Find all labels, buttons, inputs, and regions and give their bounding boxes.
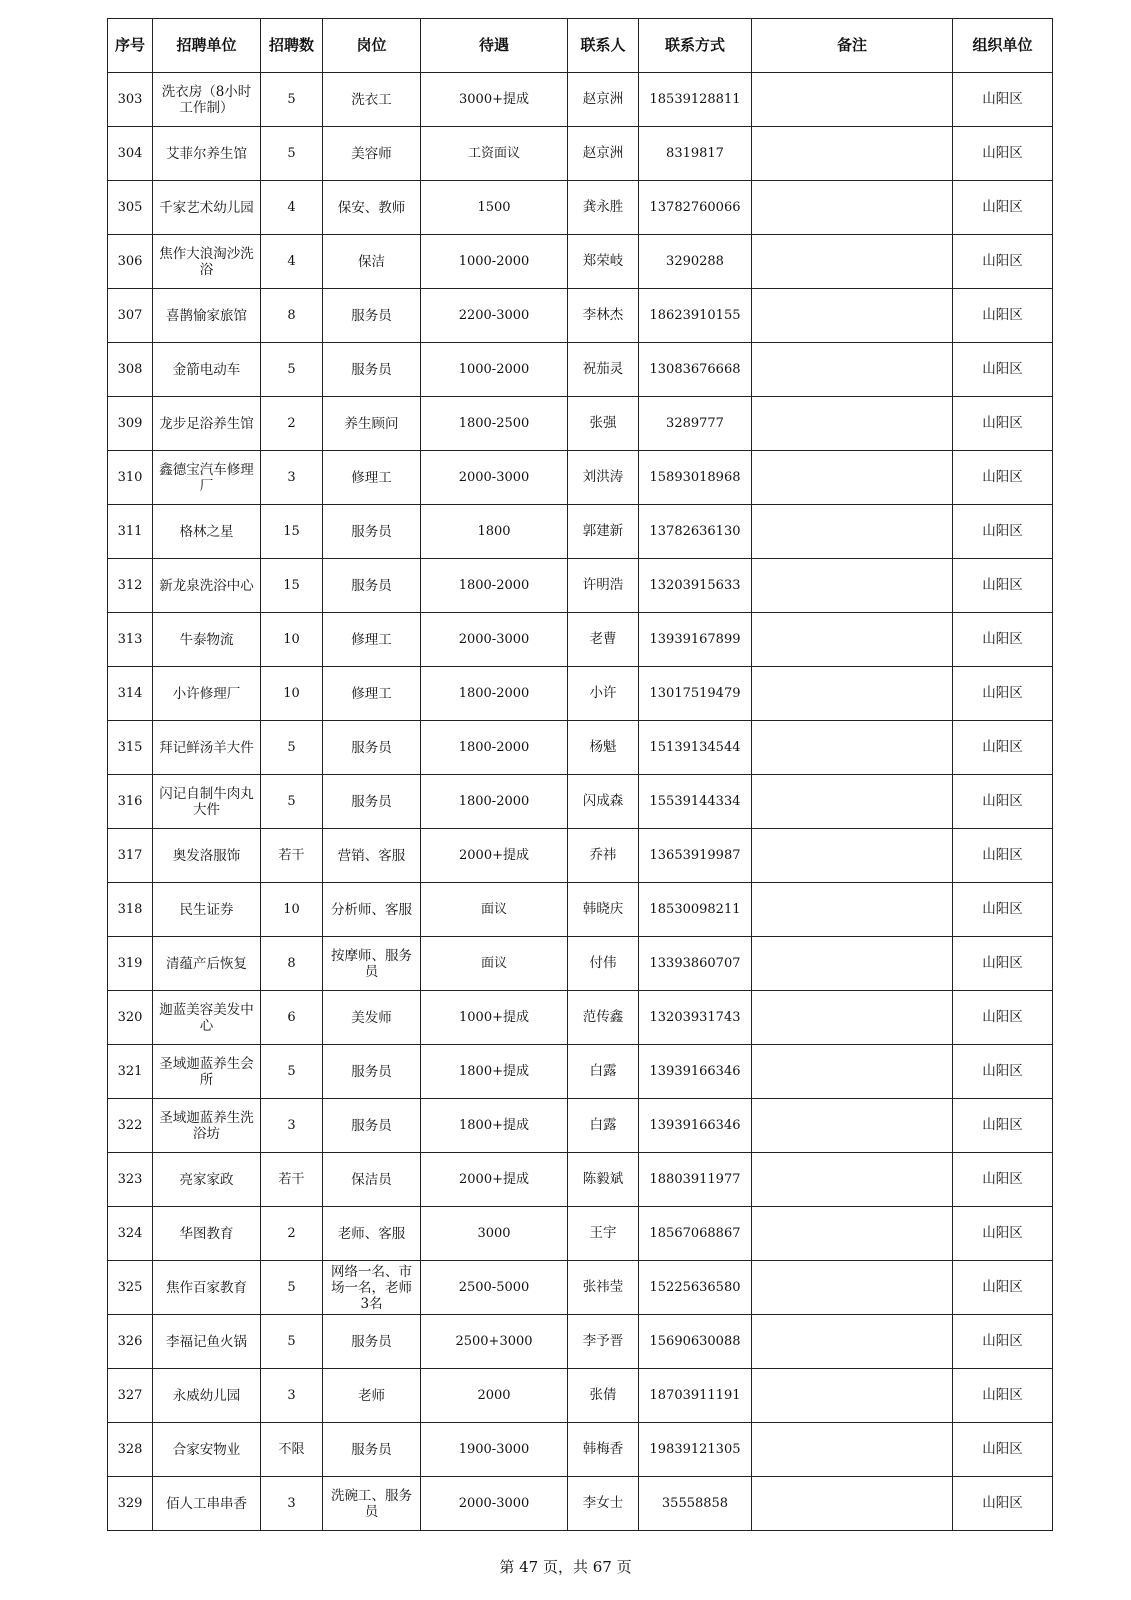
- cell-count: 不限: [261, 1423, 323, 1477]
- cell-employer: 喜鹊愉家旅馆: [153, 289, 261, 343]
- cell-position: 服务员: [323, 721, 421, 775]
- header-contact-phone: 联系方式: [639, 19, 752, 73]
- table-row: [108, 1153, 1053, 1207]
- cell-index: 327: [108, 1369, 153, 1423]
- cell-index: 313: [108, 613, 153, 667]
- cell-contact-phone: 13782760066: [639, 181, 752, 235]
- header-contact-person: 联系人: [568, 19, 639, 73]
- cell-organizer: 山阳区: [953, 127, 1053, 181]
- cell-contact-phone: 13203915633: [639, 559, 752, 613]
- cell-index: 312: [108, 559, 153, 613]
- cell-index: 319: [108, 937, 153, 991]
- table-row: [108, 1369, 1053, 1423]
- cell-position: 营销、客服: [323, 829, 421, 883]
- header-row: [108, 19, 1053, 73]
- cell-notes: [752, 1369, 953, 1423]
- page-footer: [0, 1556, 1131, 1577]
- cell-position: 养生顾问: [323, 397, 421, 451]
- table-row: [108, 937, 1053, 991]
- cell-salary: 1800-2500: [421, 397, 568, 451]
- cell-salary: 1800-2000: [421, 775, 568, 829]
- cell-notes: [752, 235, 953, 289]
- cell-contact-person: 陈毅斌: [568, 1153, 639, 1207]
- cell-organizer: 山阳区: [953, 613, 1053, 667]
- cell-salary: 2500-5000: [421, 1261, 568, 1315]
- cell-notes: [752, 289, 953, 343]
- cell-notes: [752, 505, 953, 559]
- header-organizer: 组织单位: [953, 19, 1053, 73]
- cell-notes: [752, 667, 953, 721]
- cell-organizer: 山阳区: [953, 1315, 1053, 1369]
- cell-count: 15: [261, 559, 323, 613]
- cell-employer: 亮家家政: [153, 1153, 261, 1207]
- cell-notes: [752, 1315, 953, 1369]
- cell-contact-phone: 18803911977: [639, 1153, 752, 1207]
- cell-position: 服务员: [323, 775, 421, 829]
- cell-organizer: 山阳区: [953, 235, 1053, 289]
- cell-notes: [752, 721, 953, 775]
- cell-position: 修理工: [323, 667, 421, 721]
- cell-contact-person: 韩晓庆: [568, 883, 639, 937]
- cell-salary: 1000-2000: [421, 343, 568, 397]
- cell-index: 322: [108, 1099, 153, 1153]
- cell-organizer: 山阳区: [953, 451, 1053, 505]
- cell-salary: 1000-2000: [421, 235, 568, 289]
- cell-salary: 1800-2000: [421, 667, 568, 721]
- cell-contact-phone: 13939166346: [639, 1045, 752, 1099]
- cell-position: 修理工: [323, 451, 421, 505]
- cell-employer: 圣域迦蓝养生洗浴坊: [153, 1099, 261, 1153]
- cell-salary: 1000+提成: [421, 991, 568, 1045]
- table-row: [108, 73, 1053, 127]
- cell-contact-person: 李予晋: [568, 1315, 639, 1369]
- table-row: [108, 667, 1053, 721]
- cell-position: 美容师: [323, 127, 421, 181]
- table-row: [108, 451, 1053, 505]
- cell-notes: [752, 829, 953, 883]
- cell-organizer: 山阳区: [953, 991, 1053, 1045]
- table-row: [108, 1315, 1053, 1369]
- cell-count: 8: [261, 289, 323, 343]
- cell-position: 服务员: [323, 1315, 421, 1369]
- cell-notes: [752, 343, 953, 397]
- cell-index: 309: [108, 397, 153, 451]
- table-row: [108, 775, 1053, 829]
- cell-organizer: 山阳区: [953, 397, 1053, 451]
- cell-salary: 2000-3000: [421, 451, 568, 505]
- cell-notes: [752, 559, 953, 613]
- cell-contact-person: 刘洪涛: [568, 451, 639, 505]
- cell-notes: [752, 1153, 953, 1207]
- table-row: [108, 991, 1053, 1045]
- cell-count: 4: [261, 235, 323, 289]
- cell-employer: 焦作大浪淘沙洗浴: [153, 235, 261, 289]
- cell-employer: 龙步足浴养生馆: [153, 397, 261, 451]
- cell-salary: 2000+提成: [421, 829, 568, 883]
- cell-employer: 合家安物业: [153, 1423, 261, 1477]
- cell-contact-phone: 15139134544: [639, 721, 752, 775]
- cell-count: 8: [261, 937, 323, 991]
- cell-contact-person: 付伟: [568, 937, 639, 991]
- cell-contact-phone: 13939166346: [639, 1099, 752, 1153]
- cell-index: 303: [108, 73, 153, 127]
- cell-position: 服务员: [323, 1423, 421, 1477]
- cell-employer: 焦作百家教育: [153, 1261, 261, 1315]
- cell-position: 保洁员: [323, 1153, 421, 1207]
- cell-index: 306: [108, 235, 153, 289]
- cell-notes: [752, 883, 953, 937]
- table-row: [108, 1099, 1053, 1153]
- cell-notes: [752, 73, 953, 127]
- cell-position: 修理工: [323, 613, 421, 667]
- cell-count: 10: [261, 883, 323, 937]
- table-row: [108, 181, 1053, 235]
- cell-index: 307: [108, 289, 153, 343]
- cell-employer: 奥发洛服饰: [153, 829, 261, 883]
- cell-count: 3: [261, 451, 323, 505]
- cell-notes: [752, 991, 953, 1045]
- cell-employer: 千家艺术幼儿园: [153, 181, 261, 235]
- cell-contact-phone: 18623910155: [639, 289, 752, 343]
- cell-count: 10: [261, 667, 323, 721]
- cell-organizer: 山阳区: [953, 883, 1053, 937]
- cell-contact-phone: 15225636580: [639, 1261, 752, 1315]
- cell-employer: 清蕴产后恢复: [153, 937, 261, 991]
- table-row: [108, 343, 1053, 397]
- cell-position: 服务员: [323, 343, 421, 397]
- cell-count: 2: [261, 1207, 323, 1261]
- cell-contact-person: 龚永胜: [568, 181, 639, 235]
- cell-organizer: 山阳区: [953, 181, 1053, 235]
- cell-salary: 2000-3000: [421, 613, 568, 667]
- cell-contact-person: 李林杰: [568, 289, 639, 343]
- cell-count: 5: [261, 127, 323, 181]
- cell-contact-person: 郑荣岐: [568, 235, 639, 289]
- cell-salary: 1800+提成: [421, 1045, 568, 1099]
- cell-contact-phone: 18703911191: [639, 1369, 752, 1423]
- cell-count: 若干: [261, 1153, 323, 1207]
- cell-organizer: 山阳区: [953, 289, 1053, 343]
- cell-notes: [752, 1045, 953, 1099]
- cell-organizer: 山阳区: [953, 1207, 1053, 1261]
- cell-index: 311: [108, 505, 153, 559]
- cell-contact-phone: 13203931743: [639, 991, 752, 1045]
- cell-position: 保洁: [323, 235, 421, 289]
- table-row: [108, 559, 1053, 613]
- cell-contact-person: 王宇: [568, 1207, 639, 1261]
- cell-contact-phone: 18567068867: [639, 1207, 752, 1261]
- cell-count: 4: [261, 181, 323, 235]
- cell-organizer: 山阳区: [953, 829, 1053, 883]
- table-row: [108, 613, 1053, 667]
- recruitment-table: [107, 18, 1053, 1531]
- cell-organizer: 山阳区: [953, 73, 1053, 127]
- cell-organizer: 山阳区: [953, 1045, 1053, 1099]
- cell-index: 305: [108, 181, 153, 235]
- cell-notes: [752, 1099, 953, 1153]
- cell-employer: 圣域迦蓝养生会所: [153, 1045, 261, 1099]
- cell-count: 2: [261, 397, 323, 451]
- header-notes: 备注: [752, 19, 953, 73]
- cell-contact-phone: 3290288: [639, 235, 752, 289]
- cell-salary: 工资面议: [421, 127, 568, 181]
- cell-index: 314: [108, 667, 153, 721]
- cell-notes: [752, 1261, 953, 1315]
- table-row: [108, 289, 1053, 343]
- cell-contact-phone: 35558858: [639, 1477, 752, 1531]
- cell-index: 329: [108, 1477, 153, 1531]
- cell-contact-phone: 13653919987: [639, 829, 752, 883]
- cell-organizer: 山阳区: [953, 667, 1053, 721]
- cell-contact-person: 祝茄灵: [568, 343, 639, 397]
- table-row: [108, 1045, 1053, 1099]
- cell-count: 10: [261, 613, 323, 667]
- cell-organizer: 山阳区: [953, 1099, 1053, 1153]
- cell-employer: 闪记自制牛肉丸大件: [153, 775, 261, 829]
- cell-position: 服务员: [323, 1099, 421, 1153]
- cell-employer: 艾菲尔养生馆: [153, 127, 261, 181]
- cell-contact-phone: 15539144334: [639, 775, 752, 829]
- cell-count: 5: [261, 343, 323, 397]
- cell-position: 服务员: [323, 559, 421, 613]
- cell-employer: 永威幼儿园: [153, 1369, 261, 1423]
- cell-index: 315: [108, 721, 153, 775]
- cell-position: 服务员: [323, 289, 421, 343]
- cell-contact-phone: 18530098211: [639, 883, 752, 937]
- cell-contact-person: 范传鑫: [568, 991, 639, 1045]
- cell-count: 3: [261, 1369, 323, 1423]
- cell-contact-person: 白露: [568, 1099, 639, 1153]
- cell-salary: 1900-3000: [421, 1423, 568, 1477]
- cell-index: 321: [108, 1045, 153, 1099]
- cell-organizer: 山阳区: [953, 1423, 1053, 1477]
- cell-organizer: 山阳区: [953, 937, 1053, 991]
- cell-contact-phone: 3289777: [639, 397, 752, 451]
- table-row: [108, 829, 1053, 883]
- cell-notes: [752, 1477, 953, 1531]
- table-row: [108, 1261, 1053, 1315]
- cell-notes: [752, 397, 953, 451]
- header-index: 序号: [108, 19, 153, 73]
- cell-count: 若干: [261, 829, 323, 883]
- cell-position: 洗碗工、服务员: [323, 1477, 421, 1531]
- header-employer: 招聘单位: [153, 19, 261, 73]
- cell-organizer: 山阳区: [953, 721, 1053, 775]
- cell-contact-person: 许明浩: [568, 559, 639, 613]
- cell-contact-person: 韩梅香: [568, 1423, 639, 1477]
- cell-contact-person: 赵京洲: [568, 73, 639, 127]
- cell-position: 洗衣工: [323, 73, 421, 127]
- cell-employer: 民生证券: [153, 883, 261, 937]
- cell-count: 5: [261, 1315, 323, 1369]
- cell-notes: [752, 181, 953, 235]
- cell-employer: 佰人工串串香: [153, 1477, 261, 1531]
- table-row: [108, 1423, 1053, 1477]
- cell-count: 5: [261, 775, 323, 829]
- cell-contact-person: 赵京洲: [568, 127, 639, 181]
- cell-salary: 2000-3000: [421, 1477, 568, 1531]
- cell-contact-phone: 13017519479: [639, 667, 752, 721]
- cell-contact-person: 张强: [568, 397, 639, 451]
- cell-notes: [752, 451, 953, 505]
- cell-notes: [752, 127, 953, 181]
- cell-salary: 1500: [421, 181, 568, 235]
- table-row: [108, 1477, 1053, 1531]
- cell-salary: 面议: [421, 883, 568, 937]
- cell-position: 按摩师、服务员: [323, 937, 421, 991]
- cell-index: 325: [108, 1261, 153, 1315]
- table-row: [108, 1207, 1053, 1261]
- cell-contact-person: 张祎莹: [568, 1261, 639, 1315]
- cell-index: 323: [108, 1153, 153, 1207]
- cell-index: 317: [108, 829, 153, 883]
- cell-organizer: 山阳区: [953, 1261, 1053, 1315]
- cell-employer: 小许修理厂: [153, 667, 261, 721]
- cell-employer: 华图教育: [153, 1207, 261, 1261]
- cell-position: 老师: [323, 1369, 421, 1423]
- cell-notes: [752, 613, 953, 667]
- cell-count: 3: [261, 1477, 323, 1531]
- cell-count: 5: [261, 721, 323, 775]
- cell-index: 324: [108, 1207, 153, 1261]
- cell-salary: 3000+提成: [421, 73, 568, 127]
- table-row: [108, 397, 1053, 451]
- cell-contact-phone: 15893018968: [639, 451, 752, 505]
- cell-salary: 1800+提成: [421, 1099, 568, 1153]
- cell-salary: 2000: [421, 1369, 568, 1423]
- cell-contact-person: 郭建新: [568, 505, 639, 559]
- table-row: [108, 505, 1053, 559]
- cell-employer: 拜记鲜汤羊大件: [153, 721, 261, 775]
- cell-notes: [752, 937, 953, 991]
- cell-index: 318: [108, 883, 153, 937]
- cell-contact-person: 乔祎: [568, 829, 639, 883]
- cell-contact-person: 李女士: [568, 1477, 639, 1531]
- cell-organizer: 山阳区: [953, 343, 1053, 397]
- cell-salary: 1800-2000: [421, 721, 568, 775]
- table-row: [108, 235, 1053, 289]
- cell-index: 326: [108, 1315, 153, 1369]
- table-body: [108, 73, 1053, 1531]
- cell-contact-phone: 19839121305: [639, 1423, 752, 1477]
- cell-employer: 鑫德宝汽车修理厂: [153, 451, 261, 505]
- cell-position: 网络一名、市场一名，老师3名: [323, 1261, 421, 1315]
- table-row: [108, 883, 1053, 937]
- cell-contact-person: 闪成森: [568, 775, 639, 829]
- cell-salary: 1800: [421, 505, 568, 559]
- cell-notes: [752, 1423, 953, 1477]
- cell-employer: 金箭电动车: [153, 343, 261, 397]
- cell-count: 3: [261, 1099, 323, 1153]
- cell-position: 保安、教师: [323, 181, 421, 235]
- cell-salary: 3000: [421, 1207, 568, 1261]
- cell-position: 老师、客服: [323, 1207, 421, 1261]
- cell-contact-phone: 15690630088: [639, 1315, 752, 1369]
- cell-salary: 面议: [421, 937, 568, 991]
- cell-employer: 李福记鱼火锅: [153, 1315, 261, 1369]
- cell-index: 308: [108, 343, 153, 397]
- cell-count: 6: [261, 991, 323, 1045]
- cell-organizer: 山阳区: [953, 775, 1053, 829]
- cell-index: 320: [108, 991, 153, 1045]
- cell-notes: [752, 1207, 953, 1261]
- cell-contact-person: 杨魁: [568, 721, 639, 775]
- cell-organizer: 山阳区: [953, 1153, 1053, 1207]
- cell-position: 服务员: [323, 1045, 421, 1099]
- cell-count: 5: [261, 1261, 323, 1315]
- cell-contact-phone: 13782636130: [639, 505, 752, 559]
- cell-contact-phone: 13393860707: [639, 937, 752, 991]
- cell-organizer: 山阳区: [953, 1369, 1053, 1423]
- cell-salary: 2200-3000: [421, 289, 568, 343]
- cell-index: 310: [108, 451, 153, 505]
- cell-contact-person: 张倩: [568, 1369, 639, 1423]
- cell-contact-person: 小许: [568, 667, 639, 721]
- cell-employer: 牛泰物流: [153, 613, 261, 667]
- cell-index: 304: [108, 127, 153, 181]
- table-row: [108, 127, 1053, 181]
- cell-notes: [752, 775, 953, 829]
- cell-count: 5: [261, 73, 323, 127]
- cell-salary: 1800-2000: [421, 559, 568, 613]
- cell-employer: 格林之星: [153, 505, 261, 559]
- cell-contact-phone: 13083676668: [639, 343, 752, 397]
- cell-employer: 迦蓝美容美发中心: [153, 991, 261, 1045]
- header-position: 岗位: [323, 19, 421, 73]
- header-count: 招聘数: [261, 19, 323, 73]
- cell-index: 328: [108, 1423, 153, 1477]
- cell-contact-person: 老曹: [568, 613, 639, 667]
- header-salary: 待遇: [421, 19, 568, 73]
- cell-position: 分析师、客服: [323, 883, 421, 937]
- cell-count: 15: [261, 505, 323, 559]
- cell-salary: 2500+3000: [421, 1315, 568, 1369]
- cell-salary: 2000+提成: [421, 1153, 568, 1207]
- cell-count: 5: [261, 1045, 323, 1099]
- cell-position: 美发师: [323, 991, 421, 1045]
- cell-contact-phone: 13939167899: [639, 613, 752, 667]
- cell-organizer: 山阳区: [953, 1477, 1053, 1531]
- cell-employer: 洗衣房（8小时工作制）: [153, 73, 261, 127]
- cell-contact-phone: 8319817: [639, 127, 752, 181]
- cell-contact-phone: 18539128811: [639, 73, 752, 127]
- cell-employer: 新龙泉洗浴中心: [153, 559, 261, 613]
- table-row: [108, 721, 1053, 775]
- cell-contact-person: 白露: [568, 1045, 639, 1099]
- cell-organizer: 山阳区: [953, 505, 1053, 559]
- cell-index: 316: [108, 775, 153, 829]
- cell-organizer: 山阳区: [953, 559, 1053, 613]
- page-number: 第 47 页，共 67 页: [499, 1558, 632, 1576]
- cell-position: 服务员: [323, 505, 421, 559]
